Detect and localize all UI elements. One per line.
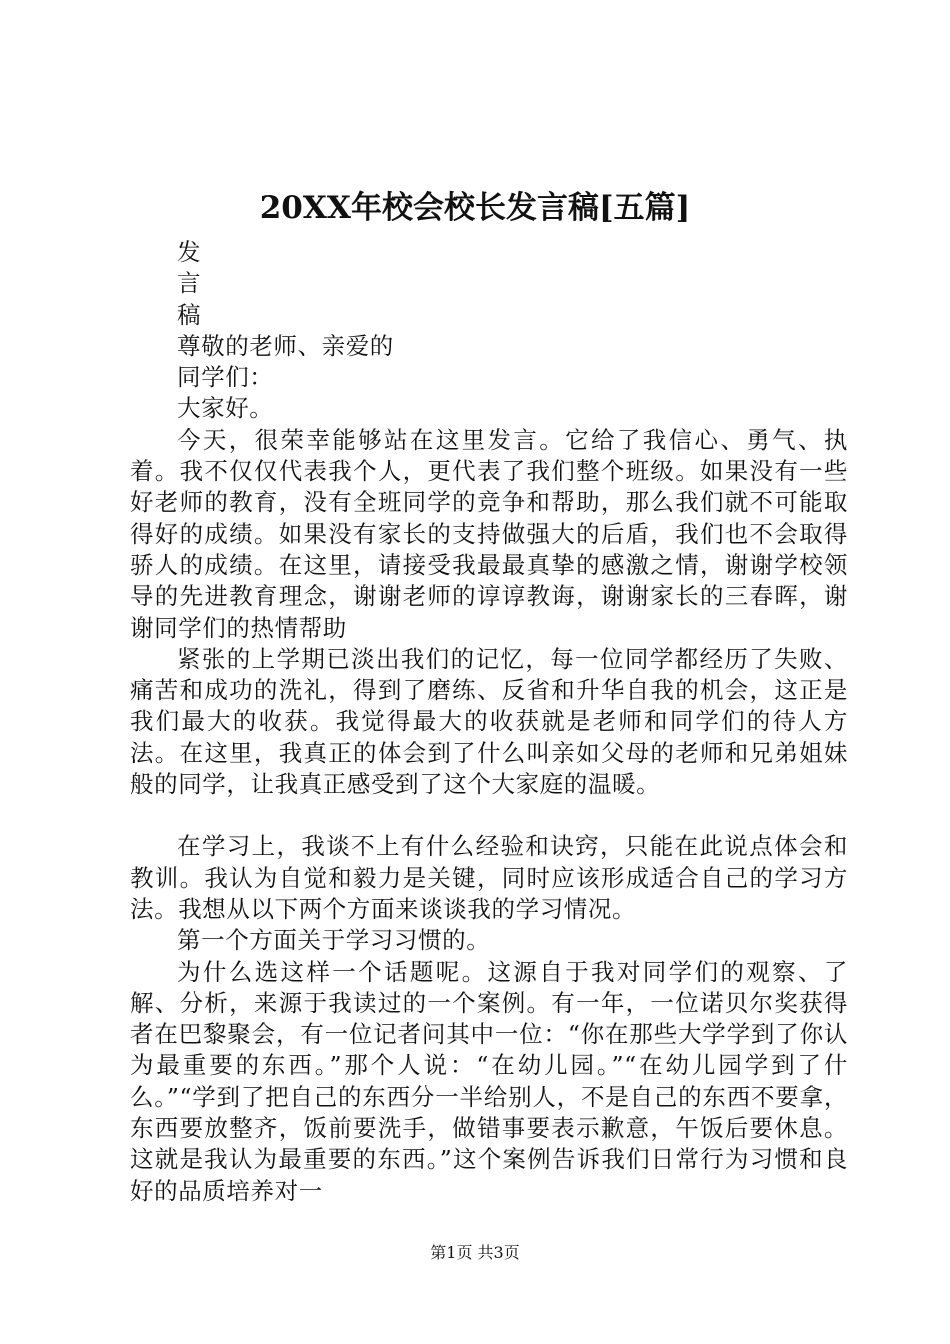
body-paragraph: 在学习上，我谈不上有什么经验和诀窍，只能在此说点体会和教训。我认为自觉和毅力是关键，同时应该形成适合自己的学习方法。我想从以下两个方面来谈谈我的学习情况。: [130, 832, 848, 923]
greeting: 大家好。: [177, 394, 274, 423]
body-paragraph: 第一个方面关于学习习惯的。: [177, 926, 491, 955]
salutation-line: 尊敬的老师、亲爱的: [177, 331, 394, 360]
heading-char: 发: [177, 238, 202, 266]
heading-char: 言: [177, 269, 202, 298]
body-paragraph: 今天，很荣幸能够站在这里发言。它给了我信心、勇气、执着。我不仅仅代表我个人，更代表了我们整个班级。如果没有一些好老师的教育，没有全班同学的竞争和帮助，那么我们就不可能取得好的成绩。如果没有家长的支持做强大的后盾，我们也不会取得骄人的成绩。在这里，请接受我最最真挚的感激之情，谢谢学校领导的先进教育理念，谢谢老师的谆谆教诲，谢谢家长的三春晖，谢谢同学们的热情帮助: [130, 425, 848, 642]
body-paragraph: 为什么选这样一个话题呢。这源自于我对同学们的观察、了解、分析，来源于我读过的一个案例。有一年，一位诺贝尔奖获得者在巴黎聚会，有一位记者问其中一位：“你在那些大学学到了你认为最重要的东西。”那个人说：“在幼儿园。”“在幼儿园学到了什么。”“学到了把自己的东西分一半给别人，不是自己的东西不要拿，东西要放整齐，饭前要洗手，做错事要表示歉意，午饭后要休息。这就是我认为最重要的东西。”这个案例告诉我们日常行为习惯和良好的品质培养对一: [130, 957, 848, 1205]
page-number: 第1页 共3页: [430, 1243, 520, 1262]
heading-char: 稿: [177, 300, 202, 329]
salutation-line: 同学们：: [177, 363, 274, 392]
document-title: 20XX年校会校长发言稿[五篇]: [259, 190, 691, 226]
document-body: [130, 237, 848, 1207]
body-paragraph: 紧张的上学期已淡出我们的记忆，每一位同学都经历了失败、痛苦和成功的洗礼，得到了磨练、反省和升华自我的机会，这正是我们最大的收获。我觉得最大的收获就是老师和同学们的待人方法。在这里，我真正的体会到了什么叫亲如父母的老师和兄弟姐妹般的同学，让我真正感受到了这个大家庭的温暖。: [130, 644, 848, 799]
